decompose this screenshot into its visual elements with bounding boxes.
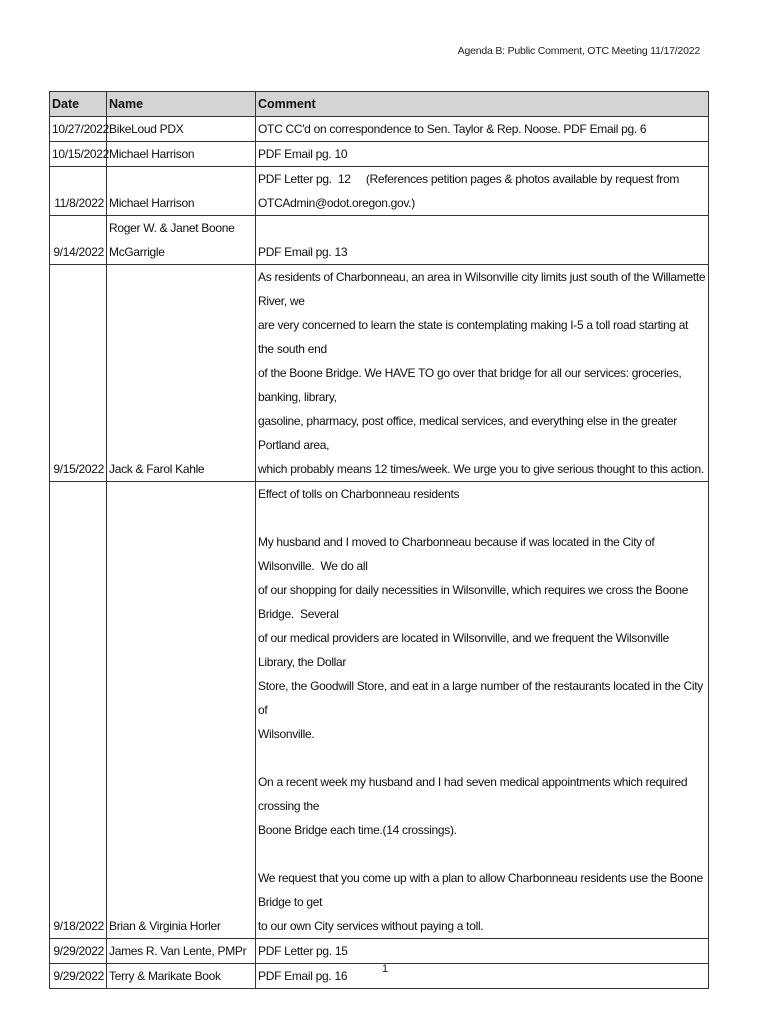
row-date: 9/29/2022 — [50, 964, 107, 989]
row-name: Terry & Marikate Book — [107, 964, 256, 989]
row-comment: PDF Letter pg. 12 (References petition pages & photos available by request from OTCAdmin@odot.oregon.gov.) — [256, 167, 709, 216]
row-date: 10/27/2022 — [50, 117, 107, 142]
column-header-name: Name — [107, 92, 256, 117]
row-comment: PDF Email pg. 10 — [256, 142, 709, 167]
table-row — [50, 482, 709, 939]
row-name: BikeLoud PDX — [107, 117, 256, 142]
table-row — [50, 167, 709, 216]
row-name: Michael Harrison — [107, 142, 256, 167]
table-row — [50, 939, 709, 964]
row-name: Jack & Farol Kahle — [107, 265, 256, 482]
public-comment-table — [49, 91, 709, 989]
column-header-date: Date — [50, 92, 107, 117]
row-date: 9/29/2022 — [50, 939, 107, 964]
row-comment: As residents of Charbonneau, an area in Wilsonville city limits just south of the Willamette River, we are very concerned to learn the state is contemplating making I-5 a toll road starting at the south end of the Boone Bridge. We HAVE TO go over that bridge for all our services: groceries, banking, library, gasoline, pharmacy, post office, medical services, and everything else in the greater Portland area, which probably means 12 times/week. We urge you to give serious thought to this action. — [256, 265, 709, 482]
row-comment: OTC CC'd on correspondence to Sen. Taylor & Rep. Noose. PDF Email pg. 6 — [256, 117, 709, 142]
row-comment: Effect of tolls on Charbonneau residents My husband and I moved to Charbonneau because if was located in the City of Wilsonville. We do all of our shopping for daily necessities in Wilsonville, which requires we cross the Boone Bridge. Several of our medical providers are located in Wilsonville, and we frequent the Wilsonville Library, the Dollar Store, the Goodwill Store, and eat in a large number of the restaurants located in the City of Wilsonville. On a recent week my husband and I had seven medical appointments which required crossing the Boone Bridge each time.(14 crossings). We request that you come up with a plan to allow Charbonneau residents use the Boone Bridge to get to our own City services without paying a toll. — [256, 482, 709, 939]
row-comment: PDF Email pg. 13 — [256, 216, 709, 265]
row-name: Michael Harrison — [107, 167, 256, 216]
column-header-comment: Comment — [256, 92, 709, 117]
row-date: 10/15/2022 — [50, 142, 107, 167]
row-comment: PDF Letter pg. 15 — [256, 939, 709, 964]
row-name: James R. Van Lente, PMPr — [107, 939, 256, 964]
row-date: 9/18/2022 — [50, 482, 107, 939]
page-number: 1 — [381, 963, 389, 975]
table-row — [50, 216, 709, 265]
row-date: 11/8/2022 — [50, 167, 107, 216]
table-row — [50, 117, 709, 142]
table-row — [50, 265, 709, 482]
row-comment: PDF Email pg. 16 — [256, 964, 709, 989]
row-name: Roger W. & Janet Boone McGarrigle — [107, 216, 256, 265]
page-header: Agenda B: Public Comment, OTC Meeting 11/17/2022 — [457, 45, 700, 57]
row-date: 9/14/2022 — [50, 216, 107, 265]
table-row — [50, 142, 709, 167]
row-name: Brian & Virginia Horler — [107, 482, 256, 939]
row-date: 9/15/2022 — [50, 265, 107, 482]
table-header-row — [50, 92, 709, 117]
